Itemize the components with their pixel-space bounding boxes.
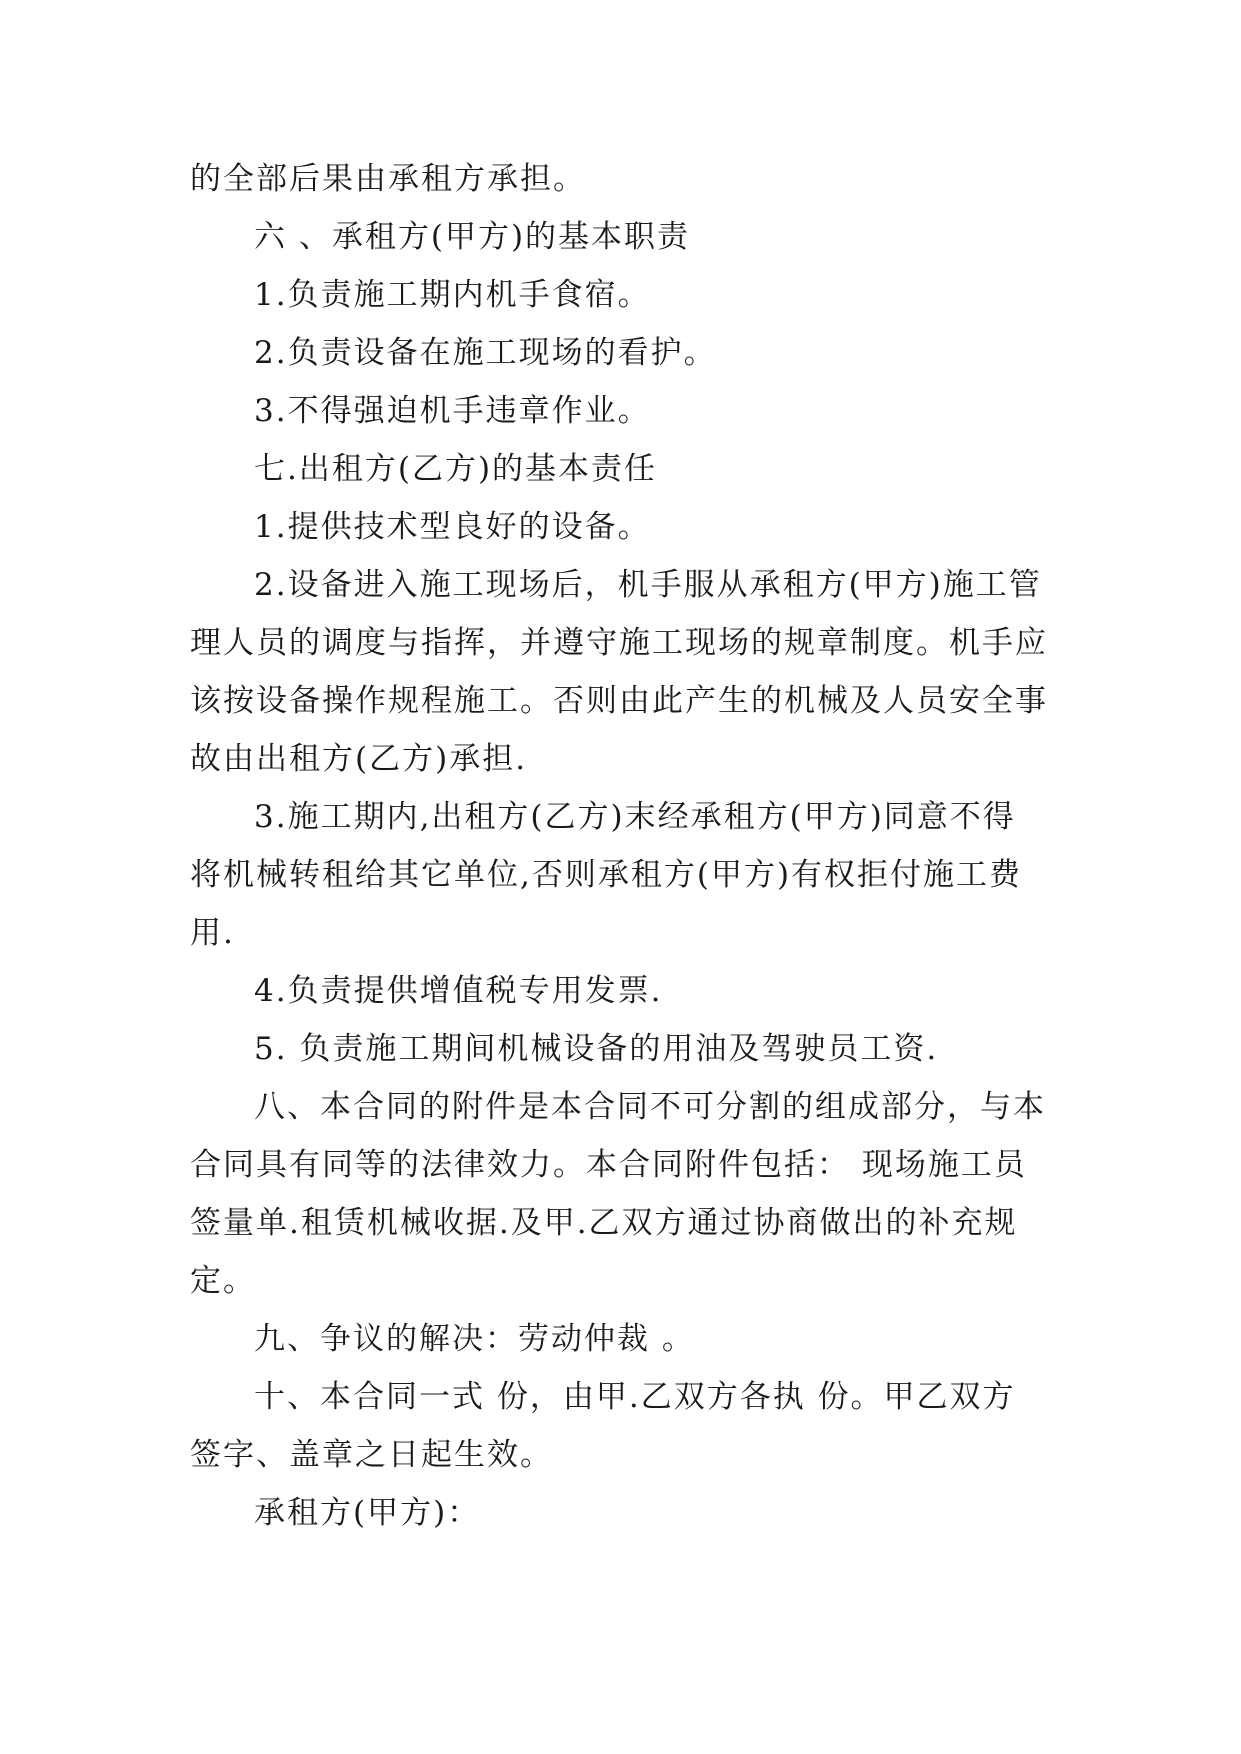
text-line: 4.负责提供增值税专用发票. (254, 973, 663, 1009)
text-line: 1.提供技术型良好的设备。 (254, 509, 651, 545)
text-line: 理人员的调度与指挥，并遵守施工现场的规章制度。机手应 (190, 625, 1048, 661)
text-line: 该按设备操作规程施工。否则由此产生的机械及人员安全事 (190, 683, 1048, 719)
section-heading-7: 七.出租方(乙方)的基本责任 (254, 451, 658, 487)
text-line: 2.设备进入施工现场后，机手服从承租方(甲方)施工管 (254, 567, 1042, 603)
text-line: 签字、盖章之日起生效。 (190, 1437, 553, 1473)
text-line: 3.不得强迫机手违章作业。 (254, 393, 651, 429)
text-line: 用. (190, 915, 235, 951)
text-line: 的全部后果由承租方承担。 (190, 161, 586, 197)
text-line: 签量单.租赁机械收据.及甲.乙双方通过协商做出的补充规 (190, 1205, 1018, 1241)
signature-label: 承租方(甲方)： (254, 1495, 481, 1531)
text-line: 2.负责设备在施工现场的看护。 (254, 335, 717, 371)
section-heading-9: 九、争议的解决：劳动仲裁 。 (254, 1321, 695, 1357)
document-body (190, 150, 1060, 1542)
section-heading-6: 六 、承租方(甲方)的基本职责 (254, 219, 691, 255)
text-line: 定。 (190, 1263, 256, 1299)
text-line: 故由出租方(乙方)承担. (190, 741, 528, 777)
section-heading-10: 十、本合同一式 份，由甲.乙双方各执 份。甲乙双方 (254, 1379, 1016, 1415)
section-heading-8: 八、本合同的附件是本合同不可分割的组成部分，与本 (254, 1089, 1046, 1125)
text-line: 1.负责施工期内机手食宿。 (254, 277, 651, 313)
text-line: 将机械转租给其它单位,否则承租方(甲方)有权拒付施工费 (190, 857, 1023, 893)
text-line: 5. 负责施工期间机械设备的用油及驾驶员工资. (254, 1031, 939, 1067)
text-line: 合同具有同等的法律效力。本合同附件包括： 现场施工员 (190, 1147, 1027, 1183)
text-line: 3.施工期内,出租方(乙方)末经承租方(甲方)同意不得 (254, 799, 1016, 835)
